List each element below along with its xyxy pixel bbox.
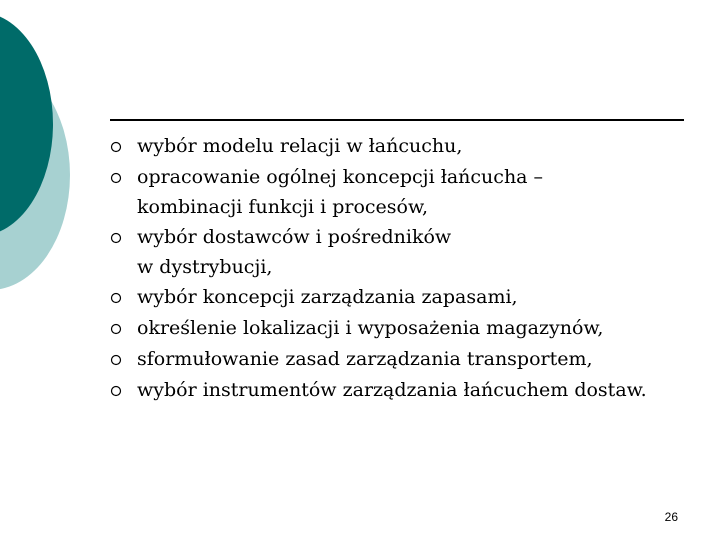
bullet-text: sformułowanie zasad zarządzania transportem, xyxy=(137,348,593,370)
bullet-item-general-concept xyxy=(110,162,700,222)
bullet-item-warehouse-location xyxy=(110,313,700,344)
hollow-circle-icon xyxy=(110,232,122,244)
hollow-circle-icon xyxy=(110,323,122,335)
bullet-text: wybór instrumentów zarządzania łańcuchem dostaw. xyxy=(137,379,647,401)
page-number: 26 xyxy=(664,510,678,524)
bullet-item-supply-chain-tools xyxy=(110,375,700,406)
bullet-text: określenie lokalizacji i wyposażenia magazynów, xyxy=(137,317,604,339)
hollow-circle-icon xyxy=(110,172,122,184)
hollow-circle-icon xyxy=(110,354,122,366)
horizontal-rule xyxy=(110,119,684,121)
bullet-item-supplier-selection xyxy=(110,222,700,282)
bullet-text: wybór dostawców i pośredników w dystrybucji, xyxy=(137,226,452,278)
bullet-item-inventory-management xyxy=(110,282,700,313)
bullet-item-transport-management xyxy=(110,344,700,375)
bullet-item-model-selection xyxy=(110,131,700,162)
hollow-circle-icon xyxy=(110,292,122,304)
bullet-text: wybór koncepcji zarządzania zapasami, xyxy=(137,286,518,308)
bullet-text: wybór modelu relacji w łańcuchu, xyxy=(137,135,463,157)
hollow-circle-icon xyxy=(110,385,122,397)
bullet-list xyxy=(110,131,700,406)
hollow-circle-icon xyxy=(110,141,122,153)
bullet-text: opracowanie ogólnej koncepcji łańcucha – kombinacji funkcji i procesów, xyxy=(137,166,544,218)
